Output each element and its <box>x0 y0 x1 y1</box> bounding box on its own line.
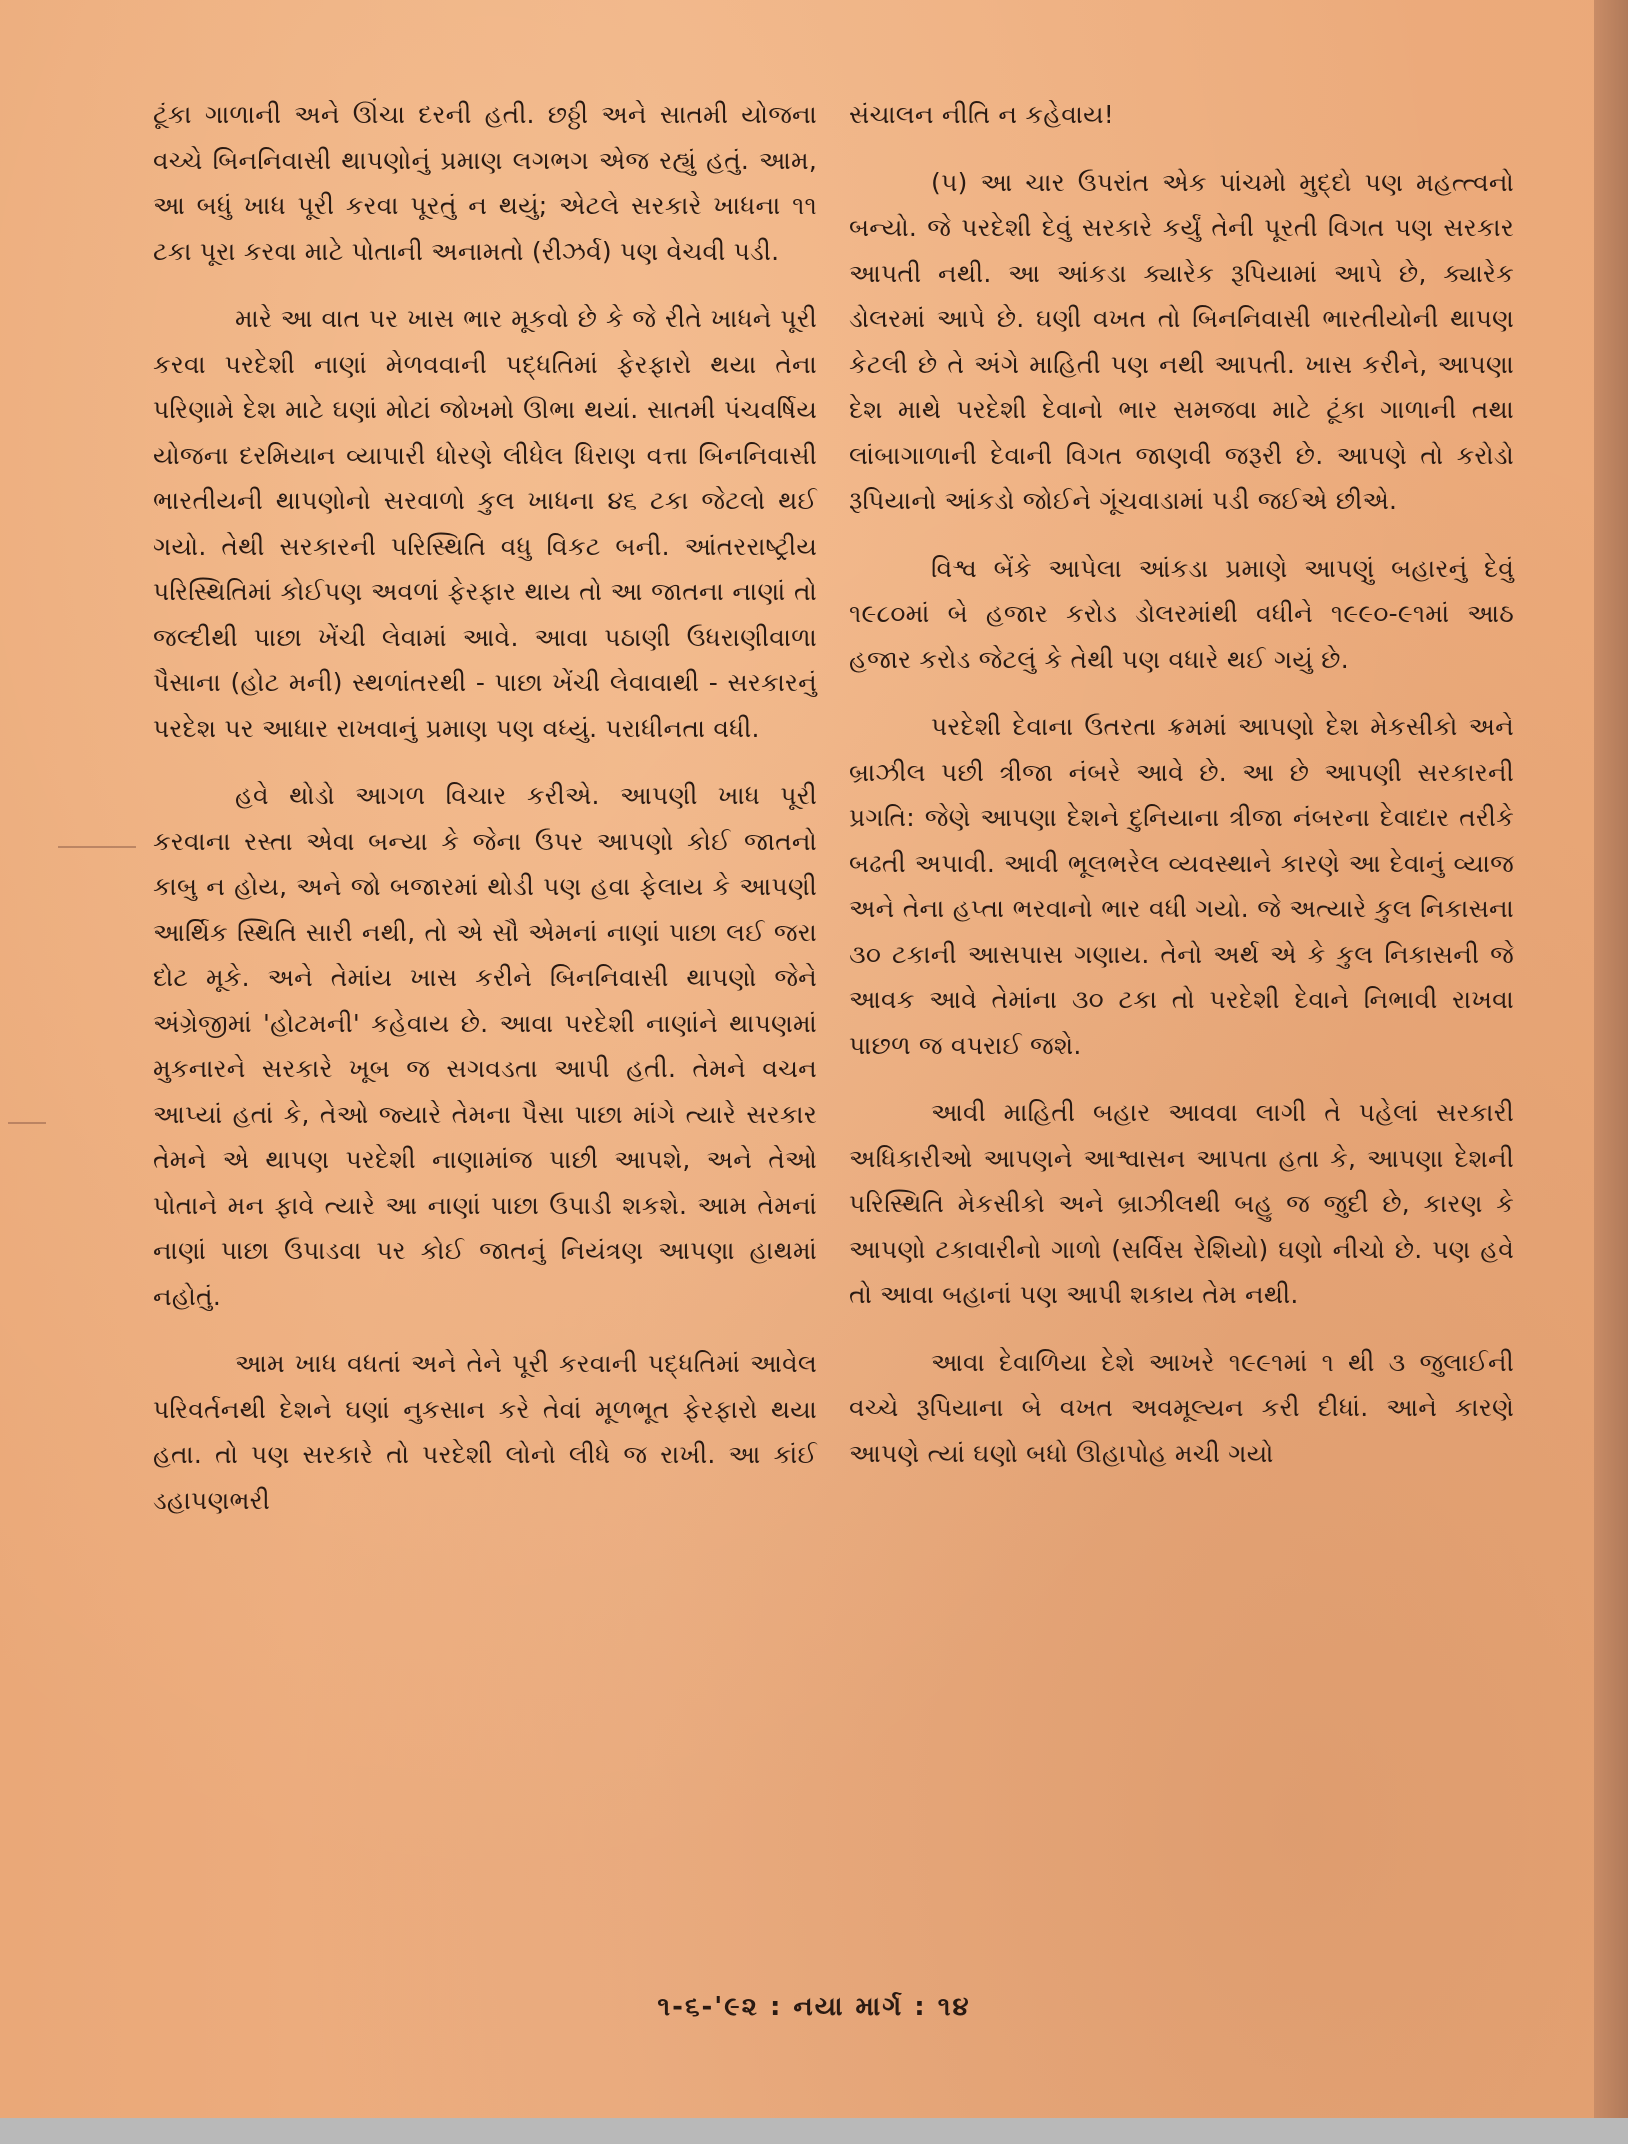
right-text-column <box>849 92 1514 1498</box>
margin-pencil-mark <box>8 1122 46 1124</box>
paragraph: ટૂંકા ગાળાની અને ઊંચા દરની હતી. છઠ્ઠી અને સાતમી યોજના વચ્ચે બિનનિવાસી થાપણોનું પ્રમાણ લગભગ એજ રહ્યું હતું. આમ, આ બધું ખાધ પૂરી કરવા પૂરતું ન થયું; એટલે સરકારે ખાધના ૧૧ ટકા પૂરા કરવા માટે પોતાની અનામતો (રીઝર્વ) પણ વેચવી પડી. <box>153 100 817 266</box>
paragraph: આમ ખાધ વધતાં અને તેને પૂરી કરવાની પદ્ધતિમાં આવેલ પરિવર્તનથી દેશને ઘણાં નુકસાન કરે તેવાં મૂળભૂત ફેરફારો થયા હતા. તો પણ સરકારે તો પરદેશી લોનો લીધે જ રાખી. આ કાંઈ ડહાપણભરી <box>153 1349 817 1515</box>
paragraph: સંચાલન નીતિ ન કહેવાય! <box>849 100 1114 129</box>
paragraph: (૫) આ ચાર ઉપરાંત એક પાંચમો મુદ્દો પણ મહત્ત્વનો બન્યો. જે પરદેશી દેવું સરકારે કર્યું તેની પૂરતી વિગત પણ સરકાર આપતી નથી. આ આંકડા ક્યારેક રૂપિયામાં આપે છે, ક્યારેક ડોલરમાં આપે છે. ઘણી વખત તો બિનનિવાસી ભારતીયોની થાપણ કેટલી છે તે અંગે માહિતી પણ નથી આપતી. ખાસ કરીને, આપણા દેશ માથે પરદેશી દેવાનો ભાર સમજવા માટે ટૂંકા ગાળાની તથા લાંબાગાળાની દેવાની વિગત જાણવી જરૂરી છે. આપણે તો કરોડો રૂપિયાનો આંકડો જોઈને ગૂંચવાડામાં પડી જઈએ છીએ. <box>849 167 1514 515</box>
left-text-column <box>153 92 817 1545</box>
paragraph: પરદેશી દેવાના ઉતરતા ક્રમમાં આપણો દેશ મેકસીકો અને બ્રાઝીલ પછી ત્રીજા નંબરે આવે છે. આ છે આપણી સરકારની પ્રગતિ: જેણે આપણા દેશને દુનિયાના ત્રીજા નંબરના દેવાદાર તરીકે બઢતી અપાવી. આવી ભૂલભરેલ વ્યવસ્થાને કારણે આ દેવાનું વ્યાજ અને તેના હપ્તા ભરવાનો ભાર વધી ગયો. જે અત્યારે કુલ નિકાસના ૩૦ ટકાની આસપાસ ગણાય. તેનો અર્થ એ કે કુલ નિકાસની જે આવક આવે તેમાંના ૩૦ ટકા તો પરદેશી દેવાને નિભાવી રાખવા પાછળ જ વપરાઈ જશે. <box>849 712 1514 1060</box>
page-right-edge <box>1594 0 1628 2144</box>
page-footer: ૧-૬-'૯૨ : નયા માર્ગ : ૧૪ <box>657 1992 971 2022</box>
paragraph: આવી માહિતી બહાર આવવા લાગી તે પહેલાં સરકારી અધિકારીઓ આપણને આશ્વાસન આપતા હતા કે, આપણા દેશની પરિસ્થિતિ મેકસીકો અને બ્રાઝીલથી બહુ જ જુદી છે, કારણ કે આપણો ટકાવારીનો ગાળો (સર્વિસ રેશિયો) ઘણો નીચો છે. પણ હવે તો આવા બહાનાં પણ આપી શકાય તેમ નથી. <box>849 1098 1514 1309</box>
paragraph: વિશ્વ બેંકે આપેલા આંકડા પ્રમાણે આપણું બહારનું દેવું ૧૯૮૦માં બે હજાર કરોડ ડોલરમાંથી વધીને ૧૯૯૦-૯૧માં આઠ હજાર કરોડ જેટલું કે તેથી પણ વધારે થઈ ગયું છે. <box>849 553 1514 674</box>
paragraph: મારે આ વાત પર ખાસ ભાર મૂકવો છે કે જે રીતે ખાધને પૂરી કરવા પરદેશી નાણાં મેળવવાની પદ્ધતિમાં ફેરફારો થયા તેના પરિણામે દેશ માટે ઘણાં મોટાં જોખમો ઊભા થયાં. સાતમી પંચવર્ષિય યોજના દરમિયાન વ્યાપારી ધોરણે લીધેલ ધિરાણ વત્તા બિનનિવાસી ભારતીયની થાપણોનો સરવાળો કુલ ખાધના ૪૬ ટકા જેટલો થઈ ગયો. તેથી સરકારની પરિસ્થિતિ વધુ વિકટ બની. આંતરરાષ્ટ્રીય પરિસ્થિતિમાં કોઈપણ અવળાં ફેરફાર થાય તો આ જાતના નાણાં તો જલ્દીથી પાછા ખેંચી લેવામાં આવે. આવા પઠાણી ઉધરાણીવાળા પૈસાના (હોટ મની) સ્થળાંતરથી - પાછા ખેંચી લેવાવાથી - સરકારનું પરદેશ પર આધાર રાખવાનું પ્રમાણ પણ વધ્યું. પરાધીનતા વધી. <box>153 304 817 743</box>
scan-bottom-margin <box>0 2118 1628 2144</box>
paragraph: આવા દેવાળિયા દેશે આખરે ૧૯૯૧માં ૧ થી ૩ જુલાઈની વચ્ચે રૂપિયાના બે વખત અવમૂલ્યન કરી દીધાં. આને કારણે આપણે ત્યાં ઘણો બધો ઊહાપોહ મચી ગયો <box>849 1347 1514 1468</box>
paragraph: હવે થોડો આગળ વિચાર કરીએ. આપણી ખાધ પૂરી કરવાના રસ્તા એવા બન્યા કે જેના ઉપર આપણો કોઈ જાતનો કાબુ ન હોય, અને જો બજારમાં થોડી પણ હવા ફેલાય કે આપણી આર્થિક સ્થિતિ સારી નથી, તો એ સૌ એમનાં નાણાં પાછા લઈ જરા દોટ મૂકે. અને તેમાંય ખાસ કરીને બિનનિવાસી થાપણો જેને અંગ્રેજીમાં 'હોટમની' કહેવાય છે. આવા પરદેશી નાણાંને થાપણમાં મુકનારને સરકારે ખૂબ જ સગવડતા આપી હતી. તેમને વચન આપ્યાં હતાં કે, તેઓ જ્યારે તેમના પૈસા પાછા માંગે ત્યારે સરકાર તેમને એ થાપણ પરદેશી નાણામાંજ પાછી આપશે, અને તેઓ પોતાને મન ફાવે ત્યારે આ નાણાં પાછા ઉપાડી શકશે. આમ તેમનાં નાણાં પાછા ઉપાડવા પર કોઈ જાતનું નિયંત્રણ આપણા હાથમાં નહોતું. <box>153 781 817 1311</box>
margin-pencil-mark <box>58 846 136 848</box>
